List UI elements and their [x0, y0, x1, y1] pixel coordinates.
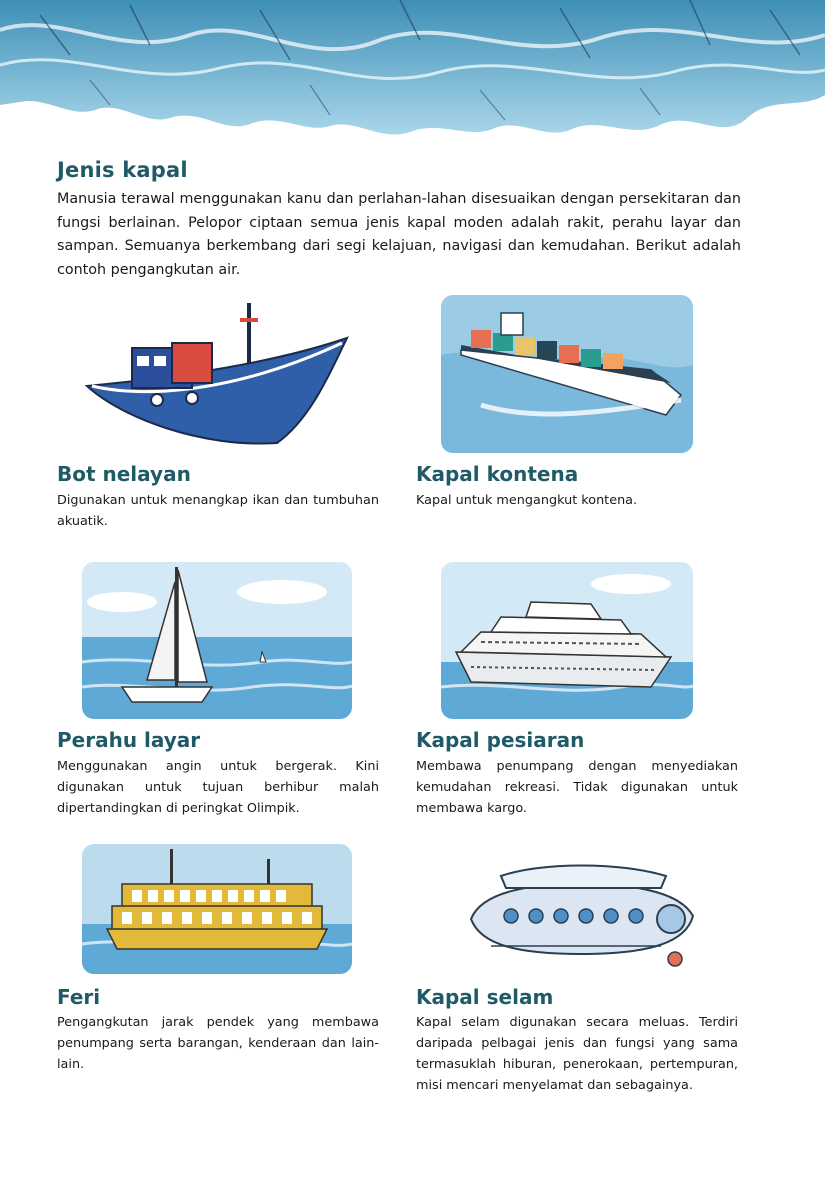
- ship-name: Bot nelayan: [57, 462, 191, 486]
- ship-name: Perahu layar: [57, 728, 201, 752]
- submarine-illustration: [461, 854, 701, 979]
- cruise-ship-illustration: [441, 562, 693, 719]
- container-ship-illustration: [441, 295, 693, 453]
- ferry-illustration: [82, 844, 352, 974]
- ship-name: Kapal pesiaran: [416, 728, 585, 752]
- ship-name: Feri: [57, 985, 101, 1009]
- ship-description: Kapal selam digunakan secara meluas. Terdiri daripada pelbagai jenis dan fungsi yang sama termasuklah hiburan, penerokaan, pertempuran, misi mencari menyelamat dan sebagainya.: [416, 1015, 738, 1093]
- fishing-boat-illustration: [82, 298, 362, 448]
- ship-description: Kapal untuk mengangkut kontena.: [416, 493, 638, 508]
- ship-description: Pengangkutan jarak pendek yang membawa penumpang serta barangan, kenderaan dan lain-lain.: [57, 1015, 379, 1072]
- ship-description: Membawa penumpang dengan menyediakan kemudahan rekreasi. Tidak digunakan untuk membawa kargo.: [416, 759, 738, 816]
- intro-paragraph: Manusia terawal menggunakan kanu dan perlahan-lahan disesuaikan dengan persekitaran dan fungsi berlainan. Pelopor ciptaan semua jenis kapal moden adalah rakit, perahu layar dan sampan. Semuanya berkembang dari segi kelajuan, navigasi dan kemudahan. Berikut adalah contoh pengangkutan air.: [57, 191, 741, 278]
- ship-description: Digunakan untuk menangkap ikan dan tumbuhan akuatik.: [57, 493, 379, 529]
- ship-description: Menggunakan angin untuk bergerak. Kini digunakan untuk tujuan berhibur malah dipertandingkan di peringkat Olimpik.: [57, 759, 379, 816]
- section-title: Jenis kapal: [57, 158, 188, 182]
- wave-header-illustration: [0, 0, 825, 150]
- sailboat-illustration: [82, 562, 352, 719]
- ship-name: Kapal selam: [416, 985, 554, 1009]
- ship-name: Kapal kontena: [416, 462, 579, 486]
